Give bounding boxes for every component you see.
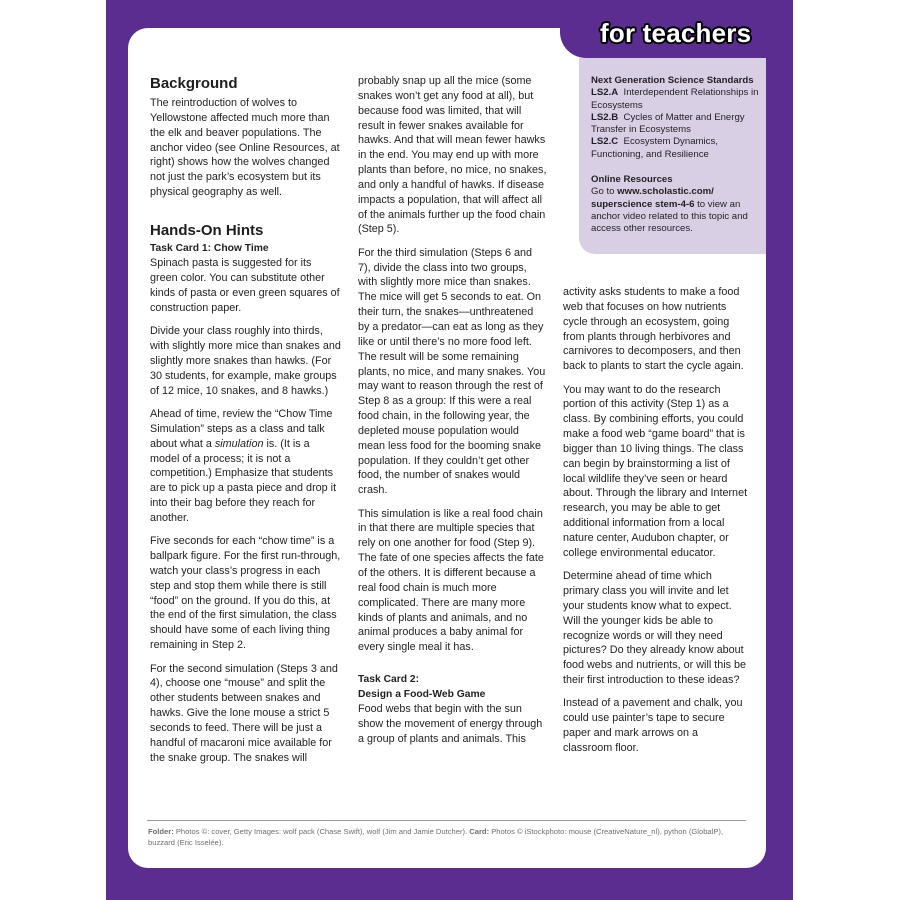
- paragraph: Spinach pasta is suggested for its green color. You can substitute other kinds of pasta or even green squares of construction paper.: [150, 257, 340, 314]
- sidebar-content: [591, 75, 763, 236]
- resources-link[interactable]: www.scholastic.com/ superscience stem-4-6: [591, 186, 714, 210]
- card1-title: Task Card 1: Chow Time: [150, 242, 269, 254]
- standard-item: LS2.A Interdependent Relationships in Ecosystems: [591, 87, 759, 111]
- paragraph: For the third simulation (Steps 6 and 7), divide the class into two groups, with slightly more mice than snakes. The mice will get 5 seconds to eat. On their turn, the snakes—unthreatened by a predator—can eat as long as they like or until there’s no more food left. The result will be some remaining plants, no mice, and many snakes. You may want to reason through the rest of Step 8 as a group: If this were a real food chain, in the following year, the depleted mouse population would mean less food for the booming snake population. If they couldn’t get other food, the number of snakes would crash.: [358, 246, 546, 497]
- hints-heading: Hands-On Hints: [150, 221, 264, 239]
- photo-credits: Folder: Photos ©: cover, Getty Images: wolf pack (Chase Swift), wolf (Jim and Jamie Dutcher). Card: Photos © iStockphoto: mouse (CreativeNature_nl), python (GlobalP), buzzard (Eric Isselée).: [148, 827, 724, 847]
- background-text: The reintroduction of wolves to Yellowstone affected much more than the elk and beaver populations. The anchor video (see Online Resources, at right) shows how the wolves changed not just the park’s ecosystem but its physical geography as well.: [150, 97, 340, 199]
- paragraph: Determine ahead of time which primary class you will invite and let your students know what to expect. Will the younger kids be able to recognize words or will they need pictures? Do they already know about food webs and nutrients, or will this be their first introduction to these ideas?: [563, 570, 747, 687]
- paragraph: Instead of a pavement and chalk, you could use painter’s tape to secure paper and mark arrows on a classroom floor.: [563, 697, 743, 754]
- column-2: [358, 74, 547, 755]
- credits-divider: [147, 820, 746, 821]
- paragraph: You may want to do the research portion of this activity (Step 1) as a class. By combining efforts, you could make a food web “game board” that is bigger than 10 living things. The class can begin by brainstorming a list of local wildlife they’ve seen or heard about. Through the library and Internet research, you may be able to get additional information from a local nature center, Audubon chapter, or college environmental educator.: [563, 383, 748, 559]
- paragraph: Ahead of time, review the “Chow Time Simulation” steps as a class and talk about what a simulation is. (It is a model of a process; it is not a competition.) Emphasize that students are to pick up a pasta piece and drop it into their bag before they reach for another.: [150, 408, 337, 524]
- standards-title: Next Generation Science Standards: [591, 75, 754, 86]
- resources-title: Online Resources: [591, 174, 673, 186]
- column-3: [563, 285, 749, 764]
- paragraph: Divide your class roughly into thirds, with slightly more mice than snakes and slightly more snakes than hawks. (For 30 students, for example, make groups of 12 mice, 10 snakes, and 8 hawks.): [150, 325, 341, 397]
- tab-title: for teachers: [600, 18, 752, 48]
- resources-text: Go to www.scholastic.com/ superscience stem-4-6 to view an anchor video related to this topic and access other resources.: [591, 186, 748, 235]
- column-1: [150, 75, 342, 774]
- paragraph: Five seconds for each “chow time” is a ballpark figure. For the first run-through, watch your class’s progress in each step and stop them while there is still “food” on the ground. If you do this, at the end of the first simulation, the class should have some of each living thing remaining in Step 2.: [150, 535, 341, 652]
- paragraph: activity asks students to make a food web that focuses on how nutrients cycle through an ecosystem, going from plants through herbivores and carnivores to decomposers, and then back to plants to start the cycle again.: [563, 286, 744, 373]
- card2-subtitle: Design a Food-Web Game: [358, 688, 486, 700]
- standard-item: LS2.B Cycles of Matter and Energy Transfer in Ecosystems: [591, 111, 745, 136]
- standard-item: LS2.C Ecosystem Dynamics, Functioning, and Resilience: [591, 136, 718, 160]
- paragraph: This simulation is like a real food chain in that there are multiple species that rely on one another for food (Step 9). The fate of one species affects the fate of the others. It is different because a real food chain is much more complicated. There are many more kinds of plants and animals, and no animal produces a baby animal for every single meal it has.: [358, 507, 544, 654]
- paragraph: Food webs that begin with the sun show the movement of energy through a group of plants and animals. This: [358, 703, 543, 745]
- card2-title: Task Card 2:: [358, 674, 420, 686]
- paragraph: probably snap up all the mice (some snakes won’t get any food at all), but because food was limited, that will result in fewer snakes available for hawks. And that will mean fewer hawks in the end. You may end up with more plants than before, no mice, no snakes, and only a handful of hawks. If disease impacts a population, that will affect all of the animals further up the food chain (Step 5).: [358, 75, 547, 236]
- paragraph: For the second simulation (Steps 3 and 4), choose one “mouse” and split the other students between snakes and hawks. Give the lone mouse a strict 5 seconds to feed. There will be just a handful of macaroni mice available for the snake group. The snakes will: [150, 662, 338, 764]
- background-heading: Background: [150, 75, 238, 92]
